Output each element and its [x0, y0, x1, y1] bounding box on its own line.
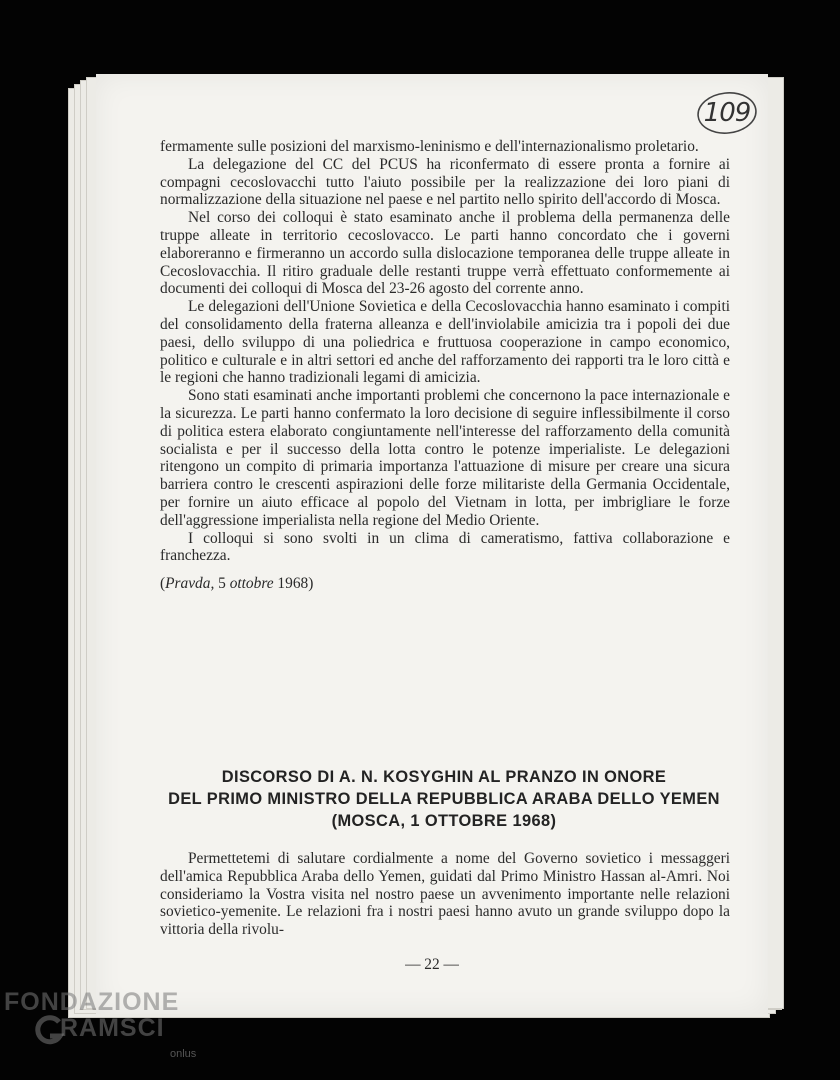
watermark-text: RAMSCI: [60, 1014, 165, 1042]
section-heading: [154, 766, 734, 832]
paragraph: La delegazione del CC del PCUS ha riconfermato di essere pronta a fornire ai compagni cecoslovacchi tutto l'aiuto possibile per la realizzazione dei loro piani di normalizzazione della situazione nel paese e nel partito nello spirito dell'accordo di Mosca.: [160, 155, 730, 209]
heading-line: DISCORSO DI A. N. KOSYGHIN AL PRANZO IN ONORE: [221, 768, 667, 786]
heading-line: (MOSCA, 1 OTTOBRE 1968): [331, 812, 557, 830]
heading-line: DEL PRIMO MINISTRO DELLA REPUBBLICA ARABA DELLO YEMEN: [168, 790, 720, 808]
body-text: [160, 138, 730, 593]
paragraph: Sono stati esaminati anche importanti problemi che concernono la pace internazionale e la sicurezza. Le parti hanno confermato la loro decisione di seguire inflessibilmente il corso di politica estera elaborato congiuntamente nell'interesse del rafforzamento della comunità socialista e per il successo della lotta contro le potenze imperialiste. Le delegazioni ritengono un compito di primaria importanza l'attuazione di misure per creare una sicura barriera contro le crescenti aspirazioni delle forze militariste della Germania Occidentale, per fornire un aiuto efficace al popolo del Vietnam in lotta, per imbrigliare le forze dell'aggressione imperialista nella regione del Medio Oriente.: [160, 387, 730, 529]
document-page: [96, 74, 768, 1014]
watermark-logo: [0, 984, 230, 1080]
paragraph: Permettetemi di salutare cordialmente a nome del Governo sovietico i messaggeri dell'amica Repubblica Araba dello Yemen, guidati dal Primo Ministro Hassan al-Amri. Noi consideriamo la Vostra visita nel nostro paese un avvenimento importante nelle relazioni sovietico-yemenite. Le relazioni fra i nostri paesi hanno avuto un grande sviluppo dopo la vittoria della rivolu-: [160, 850, 730, 939]
page-number: — 22 —: [405, 956, 459, 973]
archive-number: 109: [703, 98, 751, 128]
watermark-subtext: onlus: [170, 1048, 197, 1060]
paragraph: Le delegazioni dell'Unione Sovietica e della Cecoslovacchia hanno esaminato i compiti del consolidamento della fraterna alleanza e dell'inviolabile amicizia tra i popoli dei due paesi, dello sviluppo di una poliedrica e fruttuosa cooperazione in campo economico, politico e culturale e in altri settori ed anche del rafforzamento dei rapporti tra le loro città e le regioni che hanno tradizionali legami di amicizia.: [160, 298, 730, 387]
watermark-text: FONDAZIONE: [4, 988, 180, 1016]
paragraph: I colloqui si sono svolti in un clima di cameratismo, fattiva collaborazione e franchezza.: [160, 529, 730, 565]
archive-stamp: [696, 90, 758, 136]
speech-text: [160, 850, 730, 939]
paragraph: Nel corso dei colloqui è stato esaminato anche il problema della permanenza delle truppe alleate in territorio cecoslovacco. Le parti hanno concordato che i governi elaboreranno e firmeranno un accordo sulla dislocazione temporanea delle truppe alleate in Cecoslovacchia. Il ritiro graduale delle restanti truppe verrà effettuato conformemente ai documenti dei colloqui di Mosca del 23-26 agosto del corrente anno.: [160, 209, 730, 298]
source-citation: (Pravda, 5 ottobre 1968): [160, 575, 314, 593]
paragraph: fermamente sulle posizioni del marxismo-leninismo e dell'internazionalismo proletario.: [160, 138, 699, 155]
